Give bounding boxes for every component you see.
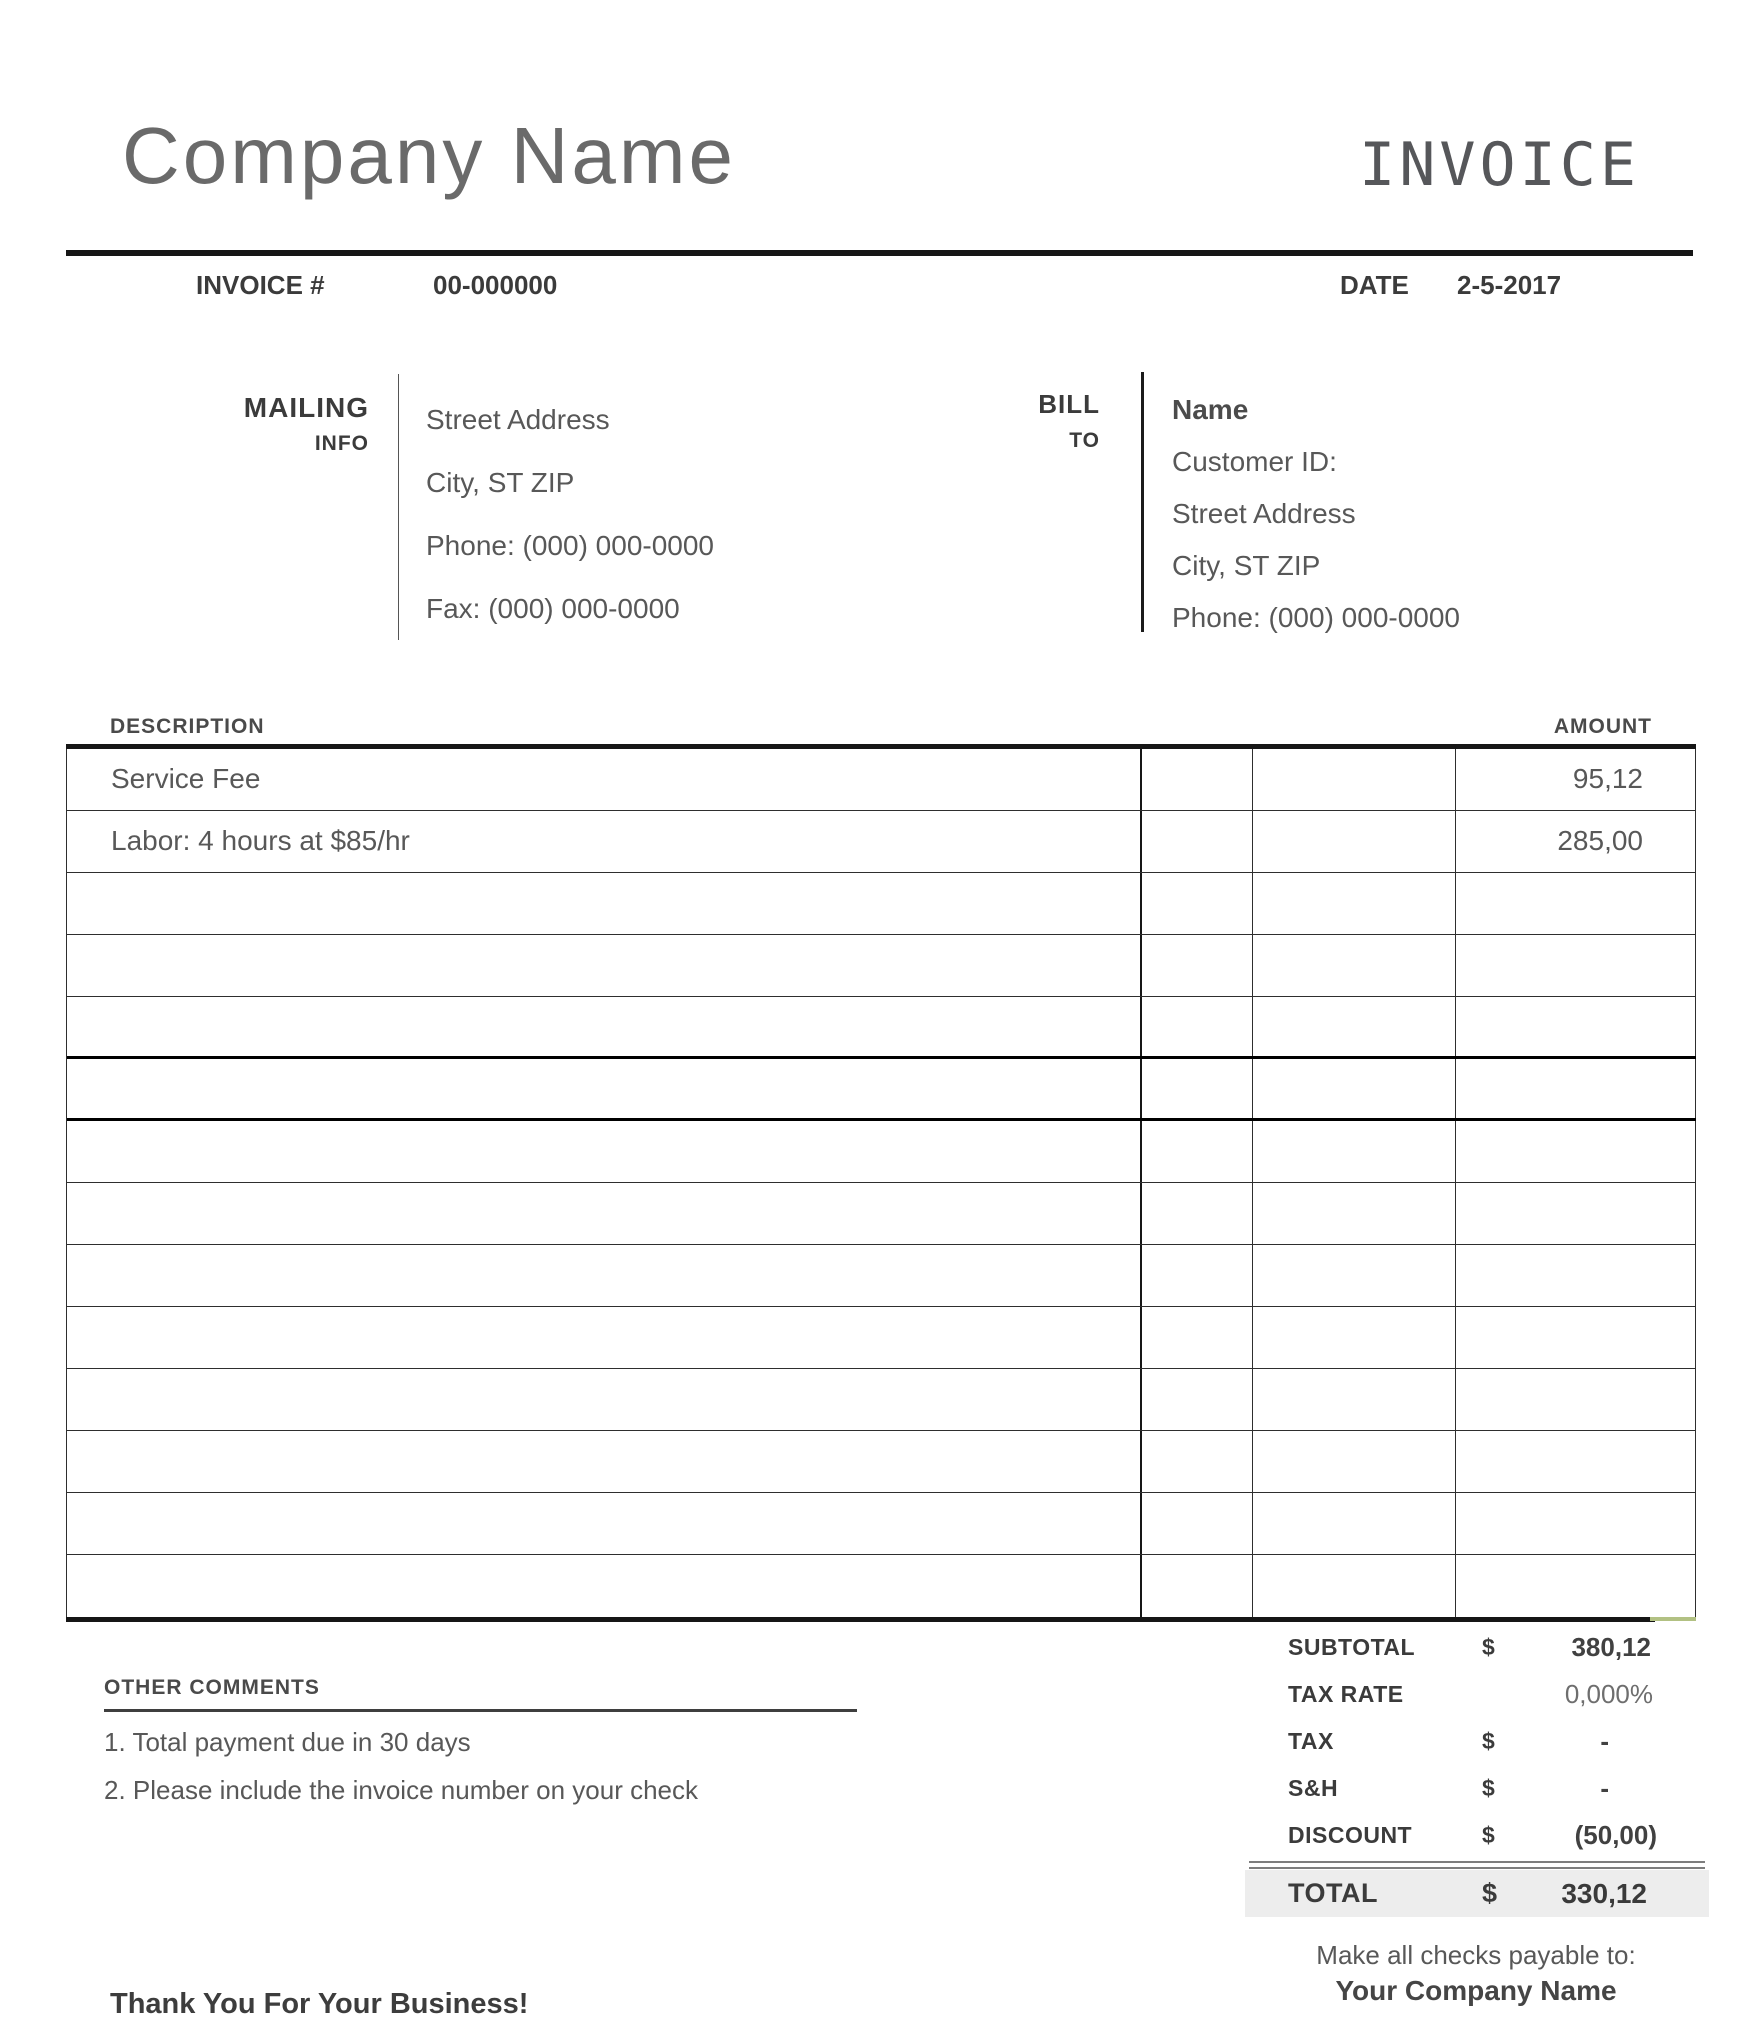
description-cell (67, 1059, 1140, 1118)
comments-title: OTHER COMMENTS (104, 1676, 857, 1712)
blank-cell-1 (1140, 935, 1252, 996)
currency-symbol: $ (1482, 1878, 1498, 1908)
currency-symbol: $ (1482, 1634, 1495, 1660)
table-row (67, 1307, 1696, 1369)
thank-you-note: Thank You For Your Business! (110, 1988, 529, 2020)
blank-cell-2 (1252, 1369, 1455, 1430)
blank-cell-1 (1140, 1369, 1252, 1430)
mailing-street: Street Address (426, 404, 610, 435)
date-label: DATE (1340, 270, 1409, 300)
amount-header: AMOUNT (1553, 715, 1652, 738)
bill-to-name: Name (1172, 394, 1249, 425)
blank-cell-1 (1140, 1555, 1252, 1617)
total-row (1245, 1870, 1709, 1917)
comment-item-1: 1. Total payment due in 30 days (104, 1727, 471, 1757)
bill-to-label-line2: TO (1069, 429, 1100, 452)
amount-cell (1455, 1307, 1696, 1368)
bill-to-label-line1: BILL (1038, 389, 1100, 419)
tax-rate-row (1245, 1671, 1709, 1718)
blank-cell-1 (1140, 1307, 1252, 1368)
blank-cell-2 (1252, 935, 1455, 996)
amount-cell: 285,00 (1455, 811, 1696, 872)
table-row (67, 1369, 1696, 1431)
blank-cell-2 (1252, 1555, 1455, 1617)
mailing-address-block (426, 388, 714, 640)
total-label: TOTAL (1288, 1878, 1378, 1908)
blank-cell-2 (1252, 1183, 1455, 1244)
description-cell (67, 1555, 1140, 1617)
subtotal-value: 380,12 (1571, 1632, 1651, 1662)
tax-row (1245, 1718, 1709, 1765)
blank-cell-1 (1140, 1183, 1252, 1244)
blank-cell-2 (1252, 1121, 1455, 1182)
blank-cell-2 (1252, 1245, 1455, 1306)
description-header: DESCRIPTION (110, 715, 265, 738)
table-row (67, 1245, 1696, 1307)
items-table (66, 698, 1696, 1622)
description-cell (67, 873, 1140, 934)
blank-cell-1 (1140, 1245, 1252, 1306)
bill-to-address-block (1172, 384, 1460, 644)
blank-cell-1 (1140, 1431, 1252, 1492)
table-row (67, 1183, 1696, 1245)
table-row (67, 1121, 1696, 1183)
mailing-info-label (144, 392, 369, 456)
blank-cell-2 (1252, 1307, 1455, 1368)
description-cell: Service Fee (111, 763, 261, 794)
mailing-divider (398, 374, 399, 640)
amount-cell (1455, 997, 1696, 1056)
blank-cell-2 (1252, 1493, 1455, 1554)
table-row (67, 1555, 1696, 1617)
table-row (67, 811, 1696, 873)
discount-row (1245, 1812, 1709, 1859)
invoice-number-value: 00-000000 (433, 270, 558, 300)
tax-label: TAX (1288, 1728, 1334, 1754)
bill-to-label (980, 389, 1100, 453)
amount-cell (1455, 1245, 1696, 1306)
bill-to-phone: Phone: (000) 000-0000 (1172, 602, 1460, 633)
table-row (67, 1431, 1696, 1493)
amount-cell (1455, 1059, 1696, 1118)
table-row (67, 997, 1696, 1059)
blank-cell-2 (1252, 749, 1455, 810)
amount-cell (1455, 1431, 1696, 1492)
amount-cell (1455, 935, 1696, 996)
blank-cell-1 (1140, 873, 1252, 934)
totals-panel (1245, 1624, 1709, 1917)
comment-item-2: 2. Please include the invoice number on your check (104, 1775, 699, 1805)
bottom-rule-black (66, 1617, 1655, 1622)
amount-cell (1455, 873, 1696, 934)
bill-to-divider (1141, 372, 1144, 632)
blank-cell-1 (1140, 1121, 1252, 1182)
table-bottom-rule (66, 1617, 1696, 1622)
invoice-number-label: INVOICE # (196, 270, 325, 300)
blank-cell-1 (1140, 811, 1252, 872)
description-cell (67, 1307, 1140, 1368)
bill-to-customer-id: Customer ID: (1172, 446, 1337, 477)
table-row (67, 873, 1696, 935)
shipping-label: S&H (1288, 1775, 1339, 1801)
tax-value: - (1600, 1726, 1609, 1756)
payable-block (1196, 1940, 1756, 2007)
comments-list (104, 1718, 857, 1814)
subtotal-row (1245, 1624, 1709, 1671)
description-cell (67, 1121, 1140, 1182)
mailing-label-line1: MAILING (243, 392, 369, 423)
blank-cell-1 (1140, 997, 1252, 1056)
discount-value: (50,00) (1574, 1820, 1657, 1850)
description-cell (67, 1183, 1140, 1244)
tax-rate-label: TAX RATE (1288, 1681, 1404, 1707)
payable-note: Make all checks payable to: (1316, 1940, 1636, 1970)
amount-cell: 95,12 (1455, 749, 1696, 810)
subtotal-label: SUBTOTAL (1288, 1634, 1416, 1660)
description-cell (67, 935, 1140, 996)
payable-company: Your Company Name (1335, 1975, 1617, 2006)
comments-block (104, 1676, 857, 1814)
items-table-body (66, 749, 1696, 1617)
blank-cell-2 (1252, 1059, 1455, 1118)
shipping-row (1245, 1765, 1709, 1812)
currency-symbol: $ (1482, 1822, 1495, 1848)
mailing-label-line2: INFO (314, 432, 369, 455)
discount-label: DISCOUNT (1288, 1822, 1413, 1848)
bottom-rule-olive-accent (1650, 1617, 1696, 1621)
table-row (67, 935, 1696, 997)
header-rule (66, 250, 1693, 256)
amount-cell (1455, 1369, 1696, 1430)
currency-symbol: $ (1482, 1728, 1495, 1754)
table-row (67, 1059, 1696, 1121)
description-cell (67, 997, 1140, 1056)
amount-cell (1455, 1493, 1696, 1554)
blank-cell-2 (1252, 1431, 1455, 1492)
description-cell: Labor: 4 hours at $85/hr (111, 825, 410, 856)
shipping-value: - (1600, 1773, 1609, 1803)
currency-symbol: $ (1482, 1775, 1495, 1801)
blank-cell-2 (1252, 873, 1455, 934)
description-cell (67, 1245, 1140, 1306)
total-value: 330,12 (1561, 1877, 1647, 1909)
date-value: 2-5-2017 (1457, 270, 1562, 300)
description-cell (67, 1431, 1140, 1492)
table-row (67, 1493, 1696, 1555)
description-cell (67, 1493, 1140, 1554)
amount-cell (1455, 1555, 1696, 1617)
amount-cell (1455, 1121, 1696, 1182)
mailing-fax: Fax: (000) 000-0000 (426, 593, 680, 624)
bill-to-city: City, ST ZIP (1172, 550, 1321, 581)
table-row (67, 749, 1696, 811)
mailing-phone: Phone: (000) 000-0000 (426, 530, 714, 561)
items-table-header (66, 698, 1696, 744)
blank-cell-2 (1252, 997, 1455, 1056)
blank-cell-1 (1140, 749, 1252, 810)
bill-to-street: Street Address (1172, 498, 1356, 529)
mailing-city: City, ST ZIP (426, 467, 575, 498)
company-name: Company Name (122, 111, 737, 200)
amount-cell (1455, 1183, 1696, 1244)
document-title: INVOICE (1359, 130, 1640, 200)
tax-rate-value: 0,000% (1564, 1679, 1653, 1709)
description-cell (67, 1369, 1140, 1430)
blank-cell-2 (1252, 811, 1455, 872)
totals-double-rule (1249, 1861, 1705, 1869)
blank-cell-1 (1140, 1493, 1252, 1554)
blank-cell-1 (1140, 1059, 1252, 1118)
